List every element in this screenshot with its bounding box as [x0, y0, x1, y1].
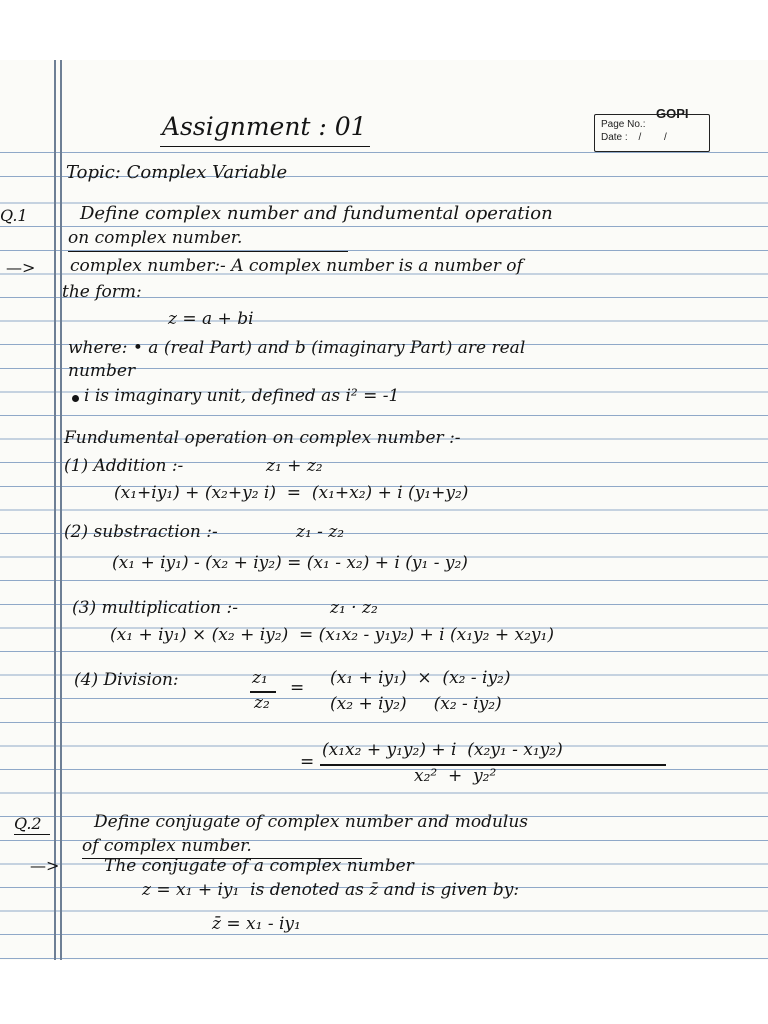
q1-answer-arrow: —>: [6, 258, 36, 277]
division-equals: =: [290, 678, 305, 698]
q1-where-line-3: i is imaginary unit, defined as i² = -1: [84, 386, 400, 406]
addition-label: (1) Addition :-: [64, 456, 184, 476]
q1-answer-line-1: complex number:- A complex number is a number of: [70, 256, 523, 276]
q2-label: Q.2: [14, 814, 42, 833]
q2-question-line-2: of complex number.: [82, 836, 252, 856]
division-label: (4) Division:: [74, 670, 179, 690]
page-no-date-box: [594, 114, 710, 152]
division-denominator: (x₂ + iy₂) (x₂ - iy₂): [330, 694, 502, 714]
division-numerator-z: z₁: [252, 668, 268, 688]
q1-formula: z = a + bi: [168, 309, 254, 329]
addition-expr: z₁ + z₂: [266, 456, 323, 476]
multiplication-expr: z₁ · z₂: [330, 598, 378, 618]
q1-question-line-1: Define complex number and fundumental operation: [80, 203, 553, 224]
subtraction-formula: (x₁ + iy₁) - (x₂ + iy₂) = (x₁ - x₂) + i (y₁ - y₂): [112, 553, 468, 573]
ops-heading: Fundumental operation on complex number :-: [64, 428, 461, 448]
margin-line-right: [60, 60, 62, 960]
division-denominator-z: z₂: [254, 693, 270, 713]
q2-label-underline: [14, 834, 50, 835]
q2-answer-line-2: z = x₁ + iy₁ is denoted as z̄ and is given by:: [142, 880, 520, 900]
q1-question-line-2: on complex number.: [68, 228, 243, 248]
q1-where-line-2: number: [68, 361, 136, 381]
bullet-dot: [72, 395, 79, 402]
q1-question-underline: [68, 251, 348, 252]
division-numerator: (x₁ + iy₁) × (x₂ - iy₂): [330, 668, 511, 688]
multiplication-formula: (x₁ + iy₁) × (x₂ + iy₂) = (x₁x₂ - y₁y₂) + i (x₁y₂ + x₂y₁): [110, 625, 554, 645]
page-no-label: Page No.:: [601, 119, 646, 130]
q2-answer-line-1: The conjugate of a complex number: [104, 856, 414, 876]
q2-answer-line-3: z̄ = x₁ - iy₁: [212, 914, 301, 934]
topic-line: Topic: Complex Variable: [66, 162, 288, 183]
date-value: / /: [638, 132, 677, 143]
subtraction-label: (2) substraction :-: [64, 522, 218, 542]
subtraction-expr: z₁ - z₂: [296, 522, 345, 542]
title-underline: [160, 146, 370, 147]
addition-formula: (x₁+iy₁) + (x₂+y₂ i) = (x₁+x₂) + i (y₁+y₂): [114, 483, 469, 503]
assignment-title: Assignment : 01: [162, 112, 367, 141]
result-numerator: (x₁x₂ + y₁y₂) + i (x₂y₁ - x₁y₂): [322, 740, 563, 760]
q1-label: Q.1: [0, 206, 28, 225]
date-label: Date :: [601, 132, 628, 143]
q2-answer-arrow: —>: [30, 856, 60, 875]
multiplication-label: (3) multiplication :-: [72, 598, 238, 618]
q2-question-line-1: Define conjugate of complex number and modulus: [94, 812, 529, 832]
margin-line-left: [54, 60, 56, 960]
result-denominator: x₂² + y₂²: [414, 766, 497, 786]
notebook-brand: GOPI: [656, 106, 689, 121]
q1-where-line-1: where: • a (real Part) and b (imaginary Part) are real: [68, 338, 526, 358]
q1-answer-line-2: the form:: [62, 282, 142, 302]
result-equals: =: [300, 752, 315, 772]
